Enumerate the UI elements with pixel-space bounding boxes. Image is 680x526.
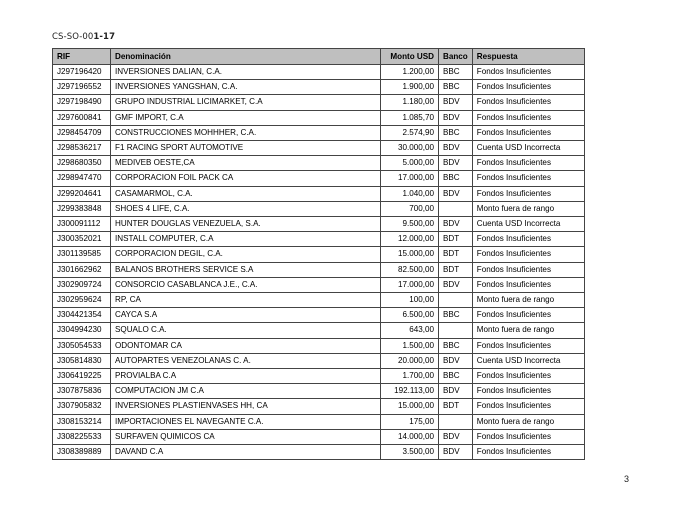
banco-cell: BBC (439, 65, 473, 80)
table-row (53, 217, 585, 232)
respuesta-cell: Fondos Insuficientes (472, 384, 584, 399)
banco-cell: BBC (439, 125, 473, 140)
table-row (53, 399, 585, 414)
respuesta-cell: Fondos Insuficientes (472, 445, 584, 460)
monto-cell: 1.900,00 (381, 80, 439, 95)
table-row (53, 65, 585, 80)
monto-cell: 17.000,00 (381, 171, 439, 186)
rif-cell: J301139585 (53, 247, 111, 262)
denominacion-cell: GRUPO INDUSTRIAL LICIMARKET, C.A (111, 95, 381, 110)
denominacion-cell: IMPORTACIONES EL NAVEGANTE C.A. (111, 414, 381, 429)
respuesta-cell: Monto fuera de rango (472, 323, 584, 338)
table-body (53, 65, 585, 460)
banco-cell: BBC (439, 338, 473, 353)
table-row (53, 353, 585, 368)
column-header-monto: Monto USD (381, 49, 439, 65)
banco-cell (439, 414, 473, 429)
monto-cell: 192.113,00 (381, 384, 439, 399)
respuesta-cell: Cuenta USD Incorrecta (472, 141, 584, 156)
respuesta-cell: Fondos Insuficientes (472, 262, 584, 277)
rif-cell: J298680350 (53, 156, 111, 171)
rif-cell: J308153214 (53, 414, 111, 429)
respuesta-cell: Monto fuera de rango (472, 293, 584, 308)
table-row (53, 338, 585, 353)
denominacion-cell: RP, CA (111, 293, 381, 308)
banco-cell: BBC (439, 171, 473, 186)
table-row (53, 429, 585, 444)
monto-cell: 1.500,00 (381, 338, 439, 353)
table-row (53, 445, 585, 460)
monto-cell: 700,00 (381, 201, 439, 216)
table-row (53, 232, 585, 247)
rif-cell: J307875836 (53, 384, 111, 399)
monto-cell: 20.000,00 (381, 353, 439, 368)
monto-cell: 3.500,00 (381, 445, 439, 460)
monto-cell: 5.000,00 (381, 156, 439, 171)
denominacion-cell: GMF IMPORT, C.A (111, 110, 381, 125)
rif-cell: J299383848 (53, 201, 111, 216)
respuesta-cell: Fondos Insuficientes (472, 80, 584, 95)
monto-cell: 1.085,70 (381, 110, 439, 125)
denominacion-cell: CORPORACION FOIL PACK CA (111, 171, 381, 186)
table-row (53, 414, 585, 429)
table-row (53, 141, 585, 156)
banco-cell: BBC (439, 80, 473, 95)
column-header-respuesta: Respuesta (472, 49, 584, 65)
respuesta-cell: Fondos Insuficientes (472, 95, 584, 110)
denominacion-cell: CORPORACION DEGIL, C.A. (111, 247, 381, 262)
rif-cell: J301662962 (53, 262, 111, 277)
rif-cell: J297196552 (53, 80, 111, 95)
table-row (53, 95, 585, 110)
denominacion-cell: CASAMARMOL, C.A. (111, 186, 381, 201)
respuesta-cell: Monto fuera de rango (472, 201, 584, 216)
table-row (53, 262, 585, 277)
respuesta-cell: Cuenta USD Incorrecta (472, 353, 584, 368)
denominacion-cell: AUTOPARTES VENEZOLANAS C. A. (111, 353, 381, 368)
rif-cell: J298947470 (53, 171, 111, 186)
table-row (53, 110, 585, 125)
rif-cell: J305814830 (53, 353, 111, 368)
denominacion-cell: COMPUTACION JM C.A (111, 384, 381, 399)
monto-cell: 1.200,00 (381, 65, 439, 80)
table-row (53, 369, 585, 384)
banco-cell: BDV (439, 384, 473, 399)
banco-cell: BDV (439, 156, 473, 171)
rif-cell: J302959624 (53, 293, 111, 308)
monto-cell: 6.500,00 (381, 308, 439, 323)
column-header-denominacion: Denominación (111, 49, 381, 65)
monto-cell: 9.500,00 (381, 217, 439, 232)
rif-cell: J298454709 (53, 125, 111, 140)
monto-cell: 1.700,00 (381, 369, 439, 384)
respuesta-cell: Fondos Insuficientes (472, 156, 584, 171)
respuesta-cell: Fondos Insuficientes (472, 171, 584, 186)
monto-cell: 15.000,00 (381, 247, 439, 262)
banco-cell: BDT (439, 247, 473, 262)
denominacion-cell: INVERSIONES DALIAN, C.A. (111, 65, 381, 80)
respuesta-cell: Fondos Insuficientes (472, 429, 584, 444)
monto-cell: 17.000,00 (381, 277, 439, 292)
banco-cell: BBC (439, 369, 473, 384)
rif-cell: J300091112 (53, 217, 111, 232)
respuesta-cell: Fondos Insuficientes (472, 338, 584, 353)
rif-cell: J304994230 (53, 323, 111, 338)
monto-cell: 82.500,00 (381, 262, 439, 277)
denominacion-cell: INSTALL COMPUTER, C.A (111, 232, 381, 247)
respuesta-cell: Fondos Insuficientes (472, 65, 584, 80)
respuesta-cell: Fondos Insuficientes (472, 247, 584, 262)
denominacion-cell: SHOES 4 LIFE, C.A. (111, 201, 381, 216)
respuesta-cell: Monto fuera de rango (472, 414, 584, 429)
report-table (52, 48, 585, 460)
rif-cell: J305054533 (53, 338, 111, 353)
table-row (53, 125, 585, 140)
monto-cell: 643,00 (381, 323, 439, 338)
respuesta-cell: Fondos Insuficientes (472, 125, 584, 140)
rif-cell: J297196420 (53, 65, 111, 80)
table-row (53, 156, 585, 171)
page-number: 3 (624, 474, 630, 484)
respuesta-cell: Fondos Insuficientes (472, 369, 584, 384)
respuesta-cell: Fondos Insuficientes (472, 399, 584, 414)
table-row (53, 384, 585, 399)
denominacion-cell: ODONTOMAR CA (111, 338, 381, 353)
table-row (53, 80, 585, 95)
denominacion-cell: CAYCA S.A (111, 308, 381, 323)
denominacion-cell: MEDIVEB OESTE,CA (111, 156, 381, 171)
monto-cell: 30.000,00 (381, 141, 439, 156)
monto-cell: 12.000,00 (381, 232, 439, 247)
banco-cell: BDV (439, 217, 473, 232)
table-row (53, 201, 585, 216)
banco-cell (439, 201, 473, 216)
rif-cell: J308389889 (53, 445, 111, 460)
rif-cell: J308225533 (53, 429, 111, 444)
rif-cell: J307905832 (53, 399, 111, 414)
denominacion-cell: SURFAVEN QUIMICOS CA (111, 429, 381, 444)
denominacion-cell: PROVIALBA C.A (111, 369, 381, 384)
banco-cell: BDV (439, 186, 473, 201)
respuesta-cell: Fondos Insuficientes (472, 277, 584, 292)
monto-cell: 15.000,00 (381, 399, 439, 414)
rif-cell: J298536217 (53, 141, 111, 156)
denominacion-cell: CONSTRUCCIONES MOHHHER, C.A. (111, 125, 381, 140)
rif-cell: J297600841 (53, 110, 111, 125)
table-row (53, 323, 585, 338)
rif-cell: J299204641 (53, 186, 111, 201)
column-header-rif: RIF (53, 49, 111, 65)
respuesta-cell: Fondos Insuficientes (472, 110, 584, 125)
monto-cell: 14.000,00 (381, 429, 439, 444)
denominacion-cell: BALANOS BROTHERS SERVICE S.A (111, 262, 381, 277)
table-header-row (53, 49, 585, 65)
banco-cell: BDV (439, 277, 473, 292)
monto-cell: 1.040,00 (381, 186, 439, 201)
table-row (53, 293, 585, 308)
denominacion-cell: INVERSIONES PLASTIENVASES HH, CA (111, 399, 381, 414)
denominacion-cell: DAVAND C.A (111, 445, 381, 460)
rif-cell: J302909724 (53, 277, 111, 292)
banco-cell: BDV (439, 110, 473, 125)
banco-cell (439, 323, 473, 338)
banco-cell: BBC (439, 308, 473, 323)
table-row (53, 171, 585, 186)
banco-cell: BDV (439, 353, 473, 368)
table-row (53, 247, 585, 262)
denominacion-cell: INVERSIONES YANGSHAN, C.A. (111, 80, 381, 95)
banco-cell: BDV (439, 429, 473, 444)
respuesta-cell: Cuenta USD Incorrecta (472, 217, 584, 232)
denominacion-cell: HUNTER DOUGLAS VENEZUELA, S.A. (111, 217, 381, 232)
respuesta-cell: Fondos Insuficientes (472, 232, 584, 247)
table-row (53, 308, 585, 323)
banco-cell: BDV (439, 95, 473, 110)
monto-cell: 2.574,90 (381, 125, 439, 140)
banco-cell: BDT (439, 262, 473, 277)
rif-cell: J300352021 (53, 232, 111, 247)
table-row (53, 186, 585, 201)
denominacion-cell: SQUALO C.A. (111, 323, 381, 338)
monto-cell: 175,00 (381, 414, 439, 429)
respuesta-cell: Fondos Insuficientes (472, 308, 584, 323)
document-code-suffix: 1-17 (93, 32, 116, 42)
denominacion-cell: F1 RACING SPORT AUTOMOTIVE (111, 141, 381, 156)
banco-cell: BDV (439, 445, 473, 460)
monto-cell: 100,00 (381, 293, 439, 308)
denominacion-cell: CONSORCIO CASABLANCA J.E., C.A. (111, 277, 381, 292)
monto-cell: 1.180,00 (381, 95, 439, 110)
document-code-prefix: CS-SO-00 (52, 32, 94, 42)
banco-cell: BDV (439, 141, 473, 156)
respuesta-cell: Fondos Insuficientes (472, 186, 584, 201)
table-row (53, 277, 585, 292)
rif-cell: J306419225 (53, 369, 111, 384)
column-header-banco: Banco (439, 49, 473, 65)
banco-cell: BDT (439, 232, 473, 247)
rif-cell: J304421354 (53, 308, 111, 323)
document-code (52, 32, 115, 42)
rif-cell: J297198490 (53, 95, 111, 110)
banco-cell (439, 293, 473, 308)
banco-cell: BDT (439, 399, 473, 414)
